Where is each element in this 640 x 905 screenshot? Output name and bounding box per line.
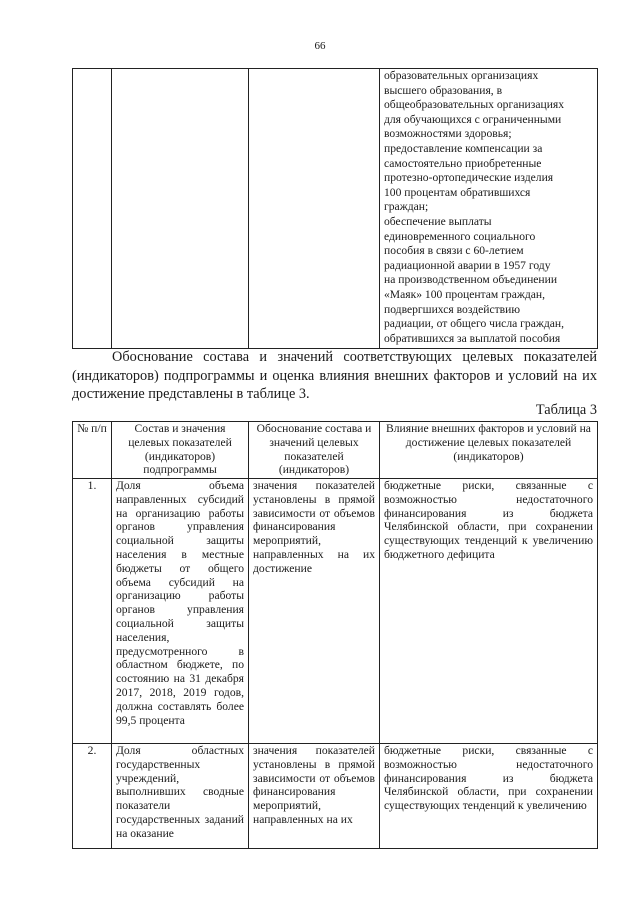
continuation-line: образовательных организациях: [384, 69, 539, 82]
continuation-line: «Маяк» 100 процентам граждан,: [384, 287, 545, 301]
header-indicator: Состав и значения целевых показателей (индикаторов) подпрограммы: [112, 422, 249, 479]
continuation-line: для обучающихся с ограниченными: [384, 112, 562, 126]
continuation-line: предоставление компенсации за: [384, 141, 543, 155]
continuation-line: возможностями здоровья;: [384, 127, 512, 141]
continuation-line: радиации, от общего числа граждан,: [384, 317, 565, 331]
row-influence: бюджетные риски, связанные с возможностью недостаточного финансирования из бюджета Челябинской области, при сохранении существующих тенденций к увеличению бюджетного дефицита: [380, 479, 598, 744]
row-justification: значения показателей установлены в прямой зависимости от объемов финансирования мероприятий, направленных на их: [249, 744, 380, 849]
cont-cell-justification: [249, 69, 380, 349]
continuation-line: граждан;: [384, 200, 429, 214]
table-3: [72, 421, 598, 849]
continuation-line: самостоятельно приобретенные: [384, 156, 542, 170]
cont-cell-indicator: [112, 69, 249, 349]
continuation-line: обратившихся за выплатой пособия: [384, 331, 561, 345]
intro-paragraph: Обоснование состава и значений соответствующих целевых показателей (индикаторов) подпрограммы и оценка влияния внешних факторов и условий на их достижение представлены в таблице 3.: [72, 349, 597, 402]
continuation-line: на производственном объединении: [384, 273, 558, 287]
continuation-line: единовременного социального: [384, 229, 536, 243]
continuation-line: обеспечение выплаты: [384, 214, 492, 228]
header-num: № п/п: [73, 422, 112, 479]
row-number: 2.: [73, 744, 112, 849]
cont-cell-num: [73, 69, 112, 349]
cont-cell-influence: [380, 69, 598, 349]
row-indicator: Доля объема направленных субсидий на организацию работы органов управления социальной защиты населения в местные бюджеты от общего объема субсидий на организацию работы органов управления социальной защиты населения, предусмотренного в областном бюджете, по состоянию на 31 декабря 2017, 2018, 2019 годов, должна составлять более 99,5 процента: [112, 479, 249, 744]
header-influence: Влияние внешних факторов и условий на достижение целевых показателей (индикаторов): [380, 422, 598, 479]
table-row: [73, 479, 598, 744]
row-influence: бюджетные риски, связанные с возможностью недостаточного финансирования из бюджета Челябинской области, при сохранении существующих тенденций к увеличению: [380, 744, 598, 849]
row-number: 1.: [73, 479, 112, 744]
table-caption: Таблица 3: [535, 402, 597, 418]
row-justification: значения показателей установлены в прямой зависимости от объемов финансирования мероприятий, направленных на их достижение: [249, 479, 380, 744]
continuation-line: радиационной аварии в 1957 году: [384, 258, 551, 272]
continuation-line: общеобразовательных организациях: [384, 98, 565, 112]
continuation-line: подвергшихся воздействию: [384, 302, 521, 316]
page-number: 66: [314, 40, 326, 52]
continuation-table: [72, 68, 598, 349]
continuation-text: [384, 69, 593, 346]
continuation-line: высшего образования, в: [384, 83, 503, 97]
continuation-line: 100 процентам обратившихся: [384, 185, 531, 199]
continuation-line: пособия в связи с 60-летием: [384, 244, 524, 258]
continuation-line: протезно-ортопедические изделия: [384, 171, 554, 185]
table-row: [73, 744, 598, 849]
row-indicator: Доля областных государственных учреждений, выполнивших сводные показатели государственных заданий на оказание: [112, 744, 249, 849]
table-header-row: [73, 422, 598, 479]
header-justification: Обоснование состава и значений целевых показателей (индикаторов): [249, 422, 380, 479]
